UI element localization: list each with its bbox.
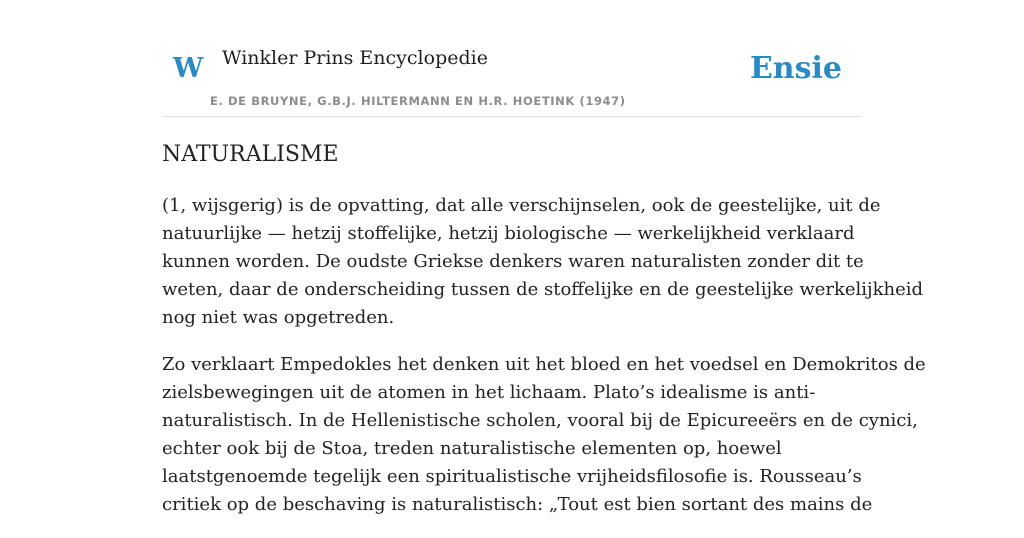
text-line: echter ook bij de Stoa, treden naturalistische elementen op, hoewel bbox=[162, 438, 782, 459]
paragraph-2 bbox=[162, 351, 926, 519]
site-title-link[interactable]: Winkler Prins Encyclopedie bbox=[222, 47, 488, 69]
text-line: weten, daar de onderscheiding tussen de stoffelijke en de geestelijke werkelijkheid bbox=[162, 279, 924, 300]
text-line: Zo verklaart Empedokles het denken uit het bloed en het voedsel en Demokritos de bbox=[162, 354, 926, 375]
text-line: nog niet was opgetreden. bbox=[162, 307, 395, 328]
ensie-brand-link[interactable]: Ensie bbox=[749, 51, 842, 86]
text-line: zielsbewegingen uit de atomen in het lichaam. Plato’s idealisme is anti- bbox=[162, 382, 816, 403]
entry-body bbox=[162, 192, 926, 538]
text-line: kunnen worden. De oudste Griekse denkers waren naturalisten zonder dit te bbox=[162, 251, 864, 272]
text-line: laatstgenoemde tegelijk een spiritualistische vrijheidsfilosofie is. Rousseau’s bbox=[162, 466, 862, 487]
text-line: (1, wijsgerig) is de opvatting, dat alle verschijnselen, ook de geestelijke, uit de bbox=[162, 195, 881, 216]
text-line: critiek op de beschaving is naturalistisch: „Tout est bien sortant des mains de bbox=[162, 494, 873, 515]
authors-line: E. DE BRUYNE, G.B.J. HILTERMANN EN H.R. HOETINK (1947) bbox=[210, 94, 626, 108]
text-line: natuurlijke — hetzij stoffelijke, hetzij biologische — werkelijkheid verklaard bbox=[162, 223, 855, 244]
logo-w-icon[interactable]: W bbox=[173, 53, 204, 84]
paragraph-1 bbox=[162, 192, 924, 332]
entry-title: NATURALISME bbox=[162, 142, 339, 167]
text-line: naturalistisch. In de Hellenistische scholen, vooral bij de Epicureeërs en de cynici, bbox=[162, 410, 918, 431]
site-header bbox=[162, 0, 862, 117]
